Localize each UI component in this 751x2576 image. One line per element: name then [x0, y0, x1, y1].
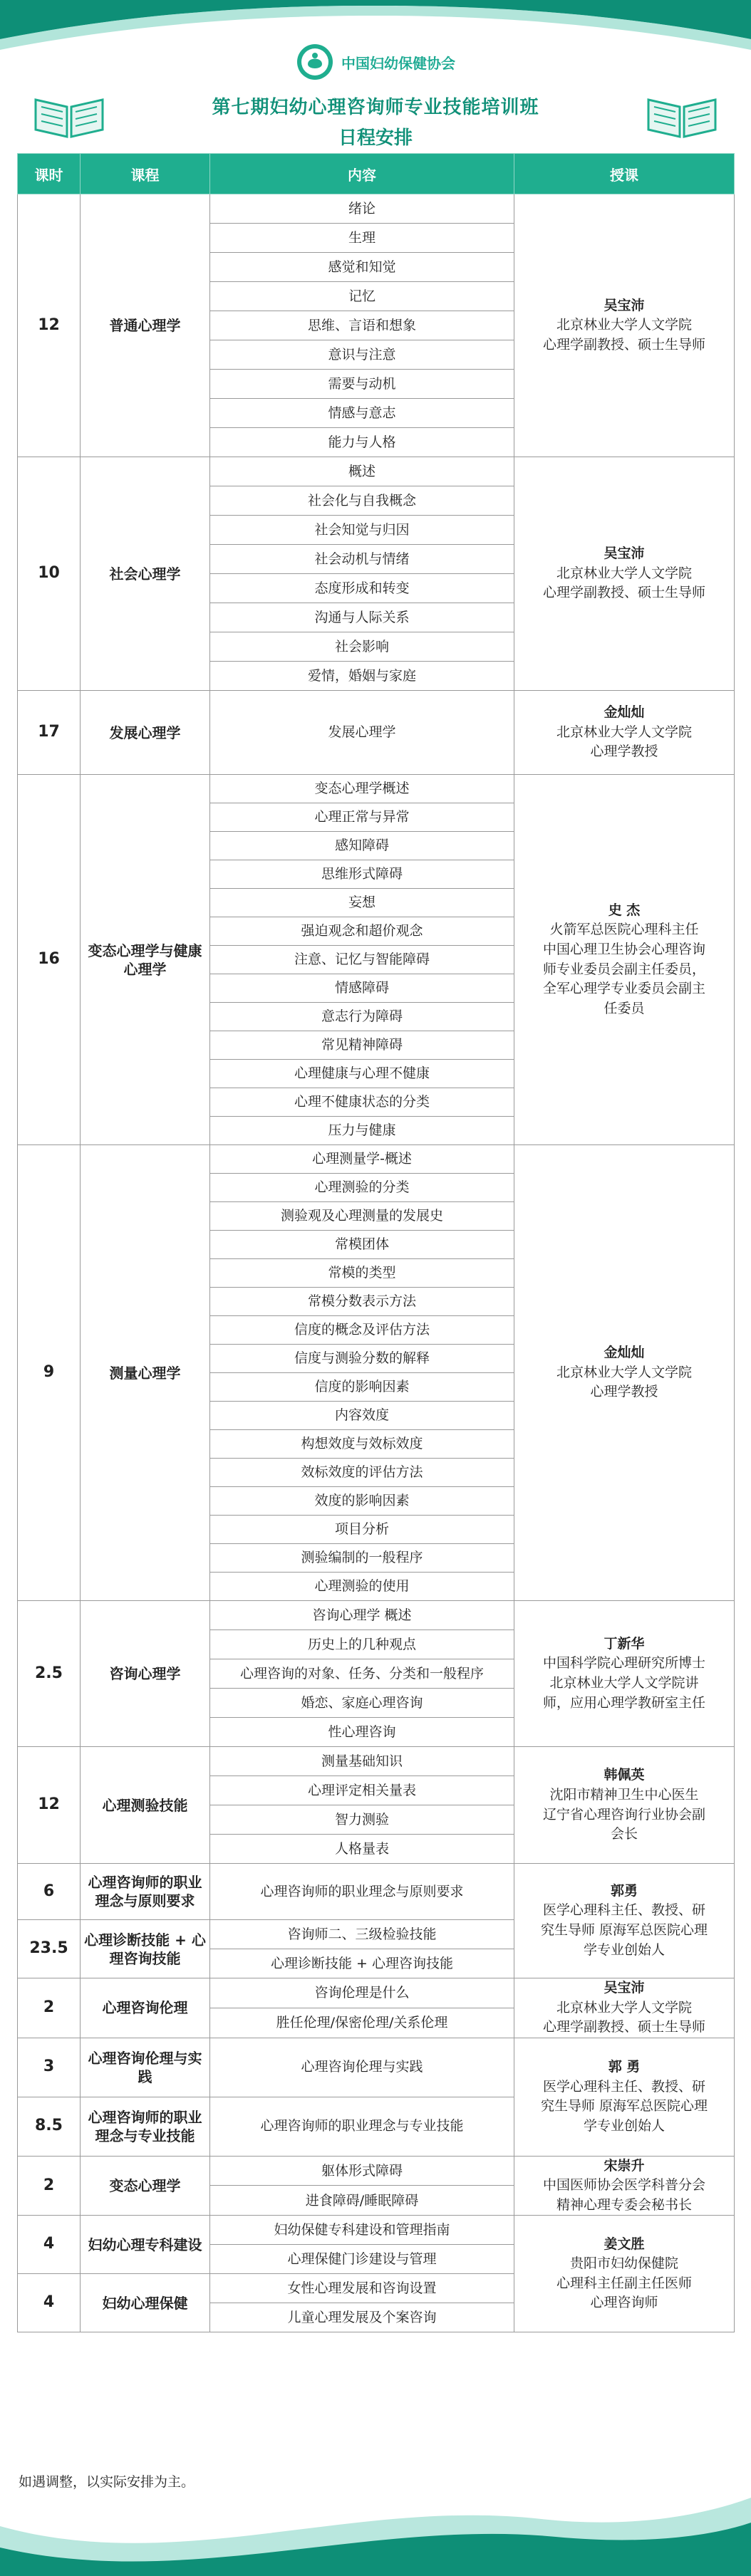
hours-cell: 2 [18, 1978, 81, 2038]
table-row [18, 2038, 735, 2097]
teacher-name: 吴宝沛 [604, 546, 645, 562]
content-cell: 社会影响 [210, 632, 514, 662]
content-cell: 信度与测验分数的解释 [210, 1345, 514, 1373]
content-cell: 变态心理学概述 [210, 775, 514, 803]
content-cell: 压力与健康 [210, 1117, 514, 1145]
teacher-info-line: 心理学副教授、硕士生导师 [542, 2019, 705, 2035]
table-row [18, 1145, 735, 1174]
header-teacher: 授课 [514, 154, 735, 194]
teacher-name: 吴宝沛 [604, 297, 645, 313]
schedule-table [17, 153, 735, 2332]
teacher-info-line: 会长 [610, 1826, 638, 1842]
content-cell: 常模团体 [210, 1231, 514, 1259]
hours-cell: 12 [18, 194, 81, 457]
teacher-name: 金灿灿 [604, 1345, 645, 1361]
teacher-cell [514, 1601, 735, 1747]
content-cell: 效标效度的评估方法 [210, 1459, 514, 1487]
content-cell: 历史上的几种观点 [210, 1630, 514, 1659]
header-course: 课程 [81, 154, 210, 194]
content-cell: 沟通与人际关系 [210, 603, 514, 632]
content-cell: 心理咨询伦理与实践 [210, 2038, 514, 2097]
hours-cell: 12 [18, 1747, 81, 1864]
teacher-cell [514, 775, 735, 1145]
teacher-name: 郭 勇 [608, 2059, 641, 2075]
teacher-cell [514, 1978, 735, 2038]
teacher-info-line: 心理科主任副主任医师 [556, 2275, 692, 2291]
content-cell: 社会化与自我概念 [210, 486, 514, 516]
course-cell: 普通心理学 [81, 194, 210, 457]
teacher-info-line: 师专业委员会副主任委员， [542, 961, 705, 977]
content-cell: 心理诊断技能 + 心理咨询技能 [210, 1949, 514, 1978]
table-row [18, 194, 735, 224]
content-cell: 需要与动机 [210, 370, 514, 399]
content-cell: 女性心理发展和咨询设置 [210, 2274, 514, 2303]
course-cell: 妇幼心理专科建设 [81, 2216, 210, 2274]
hours-cell: 17 [18, 691, 81, 775]
teacher-info-line: 学专业创始人 [583, 2117, 665, 2134]
course-cell: 心理咨询伦理与实践 [81, 2038, 210, 2097]
teacher-name: 丁新华 [604, 1635, 645, 1652]
content-cell: 记忆 [210, 282, 514, 311]
content-cell: 性心理咨询 [210, 1718, 514, 1747]
teacher-info-line: 北京林业大学人文学院 [556, 1999, 692, 2016]
content-cell: 躯体形式障碍 [210, 2156, 514, 2186]
content-cell: 意志行为障碍 [210, 1003, 514, 1031]
course-cell: 心理诊断技能 + 心理咨询技能 [81, 1920, 210, 1978]
content-cell: 心理咨询的对象、任务、分类和一般程序 [210, 1659, 514, 1689]
teacher-info-line: 医学心理科主任、教授、研 [542, 1902, 705, 1919]
teacher-cell [514, 2038, 735, 2156]
content-cell: 社会动机与情绪 [210, 545, 514, 574]
table-row [18, 775, 735, 803]
teacher-info-line: 任委员 [604, 1000, 645, 1016]
content-cell: 项目分析 [210, 1516, 514, 1544]
page-subtitle: 日程安排 [338, 127, 413, 149]
teacher-info-line: 中国心理卫生协会心理咨询 [542, 941, 705, 957]
content-cell: 心理不健康状态的分类 [210, 1088, 514, 1117]
teacher-info-line: 学专业创始人 [583, 1941, 665, 1958]
content-cell: 儿童心理发展及个案咨询 [210, 2303, 514, 2332]
content-cell: 咨询伦理是什么 [210, 1978, 514, 2008]
teacher-cell [514, 2216, 735, 2332]
teacher-info-line: 北京林业大学人文学院 [556, 565, 692, 581]
content-cell: 心理咨询师的职业理念与专业技能 [210, 2097, 514, 2156]
content-cell: 常见精神障碍 [210, 1031, 514, 1060]
teacher-cell [514, 1747, 735, 1864]
content-cell: 智力测验 [210, 1805, 514, 1835]
table-row [18, 1601, 735, 1630]
teacher-info-line: 心理学教授 [590, 1384, 658, 1400]
teacher-info-line: 全军心理学专业委员会副主 [542, 981, 705, 997]
course-cell: 心理测验技能 [81, 1747, 210, 1864]
content-cell: 胜任伦理/保密伦理/关系伦理 [210, 2008, 514, 2038]
content-cell: 能力与人格 [210, 428, 514, 457]
content-cell: 妇幼保健专科建设和管理指南 [210, 2216, 514, 2245]
teacher-name: 宋崇升 [604, 2157, 645, 2174]
teacher-cell [514, 457, 735, 691]
hours-cell: 3 [18, 2038, 81, 2097]
content-cell: 心理测量学-概述 [210, 1145, 514, 1174]
content-cell: 心理测验的分类 [210, 1174, 514, 1202]
teacher-info-line: 心理学教授 [590, 744, 658, 760]
course-cell: 心理咨询师的职业理念与原则要求 [81, 1864, 210, 1920]
content-cell: 社会知觉与归因 [210, 516, 514, 545]
content-cell: 情感障碍 [210, 974, 514, 1003]
header-hours: 课时 [18, 154, 81, 194]
teacher-info-line: 贵阳市妇幼保健院 [569, 2256, 678, 2272]
teacher-name: 韩佩英 [604, 1767, 645, 1783]
header-content: 内容 [210, 154, 514, 194]
content-cell: 意识与注意 [210, 340, 514, 370]
content-cell: 测验编制的一般程序 [210, 1544, 514, 1573]
content-cell: 婚恋、家庭心理咨询 [210, 1689, 514, 1718]
content-cell: 心理咨询师的职业理念与原则要求 [210, 1864, 514, 1920]
course-cell: 测量心理学 [81, 1145, 210, 1601]
table-row [18, 2156, 735, 2186]
teacher-info-line: 医学心理科主任、教授、研 [542, 2078, 705, 2095]
hours-cell: 9 [18, 1145, 81, 1601]
content-cell: 情感与意志 [210, 399, 514, 428]
teacher-info-line: 心理学副教授、硕士生导师 [542, 336, 705, 353]
teacher-info-line: 火箭军总医院心理科主任 [549, 922, 699, 938]
content-cell: 绪论 [210, 194, 514, 224]
teacher-name: 金灿灿 [604, 704, 645, 721]
table-row [18, 457, 735, 486]
hours-cell: 4 [18, 2216, 81, 2274]
content-cell: 生理 [210, 224, 514, 253]
content-cell: 构想效度与效标效度 [210, 1430, 514, 1459]
table-row [18, 1978, 735, 2008]
course-cell: 变态心理学 [81, 2156, 210, 2216]
content-cell: 进食障碍/睡眠障碍 [210, 2186, 514, 2216]
teacher-info-line: 辽宁省心理咨询行业协会副 [542, 1806, 705, 1823]
teacher-info-line: 究生导师 原海军总医院心理 [540, 1922, 708, 1938]
content-cell: 咨询师二、三级检验技能 [210, 1920, 514, 1949]
content-cell: 信度的影响因素 [210, 1373, 514, 1402]
content-cell: 信度的概念及评估方法 [210, 1316, 514, 1345]
content-cell: 感知障碍 [210, 832, 514, 860]
teacher-info-line: 精神心理专委会秘书长 [556, 2196, 692, 2213]
teacher-info-line: 师，应用心理学教研室主任 [542, 1694, 705, 1711]
table-row [18, 691, 735, 775]
teacher-info-line: 中国科学院心理研究所博士 [542, 1655, 705, 1672]
hours-cell: 8.5 [18, 2097, 81, 2156]
hours-cell: 23.5 [18, 1920, 81, 1978]
hours-cell: 4 [18, 2274, 81, 2332]
teacher-info-line: 究生导师 原海军总医院心理 [540, 2098, 708, 2114]
course-cell: 妇幼心理保健 [81, 2274, 210, 2332]
org-emblem-icon [296, 43, 334, 81]
content-cell: 强迫观念和超价观念 [210, 917, 514, 946]
teacher-name: 姜文胜 [604, 2236, 645, 2252]
teacher-info-line: 北京林业大学人文学院 [556, 724, 692, 740]
open-book-icon [643, 85, 721, 142]
page-header [0, 43, 751, 150]
content-cell: 人格量表 [210, 1835, 514, 1864]
content-cell: 咨询心理学 概述 [210, 1601, 514, 1630]
teacher-name: 史 杰 [608, 902, 641, 918]
teacher-info-line: 中国医师协会医学科普分会 [542, 2177, 705, 2194]
course-cell: 变态心理学与健康心理学 [81, 775, 210, 1145]
course-cell: 发展心理学 [81, 691, 210, 775]
course-cell: 咨询心理学 [81, 1601, 210, 1747]
content-cell: 感觉和知觉 [210, 253, 514, 282]
course-cell: 心理咨询师的职业理念与专业技能 [81, 2097, 210, 2156]
teacher-name: 郭勇 [610, 1882, 638, 1899]
content-cell: 常模的类型 [210, 1259, 514, 1288]
content-cell: 心理评定相关量表 [210, 1776, 514, 1805]
org-logo [0, 43, 751, 81]
teacher-info-line: 沈阳市精神卫生中心医生 [549, 1786, 699, 1803]
content-cell: 心理保健门诊建设与管理 [210, 2245, 514, 2274]
content-cell: 常模分数表示方法 [210, 1288, 514, 1316]
content-cell: 概述 [210, 457, 514, 486]
teacher-info-line: 北京林业大学人文学院 [556, 317, 692, 333]
teacher-info-line: 心理咨询师 [590, 2295, 658, 2311]
teacher-cell [514, 2156, 735, 2216]
content-cell: 注意、记忆与智能障碍 [210, 946, 514, 974]
content-cell: 发展心理学 [210, 691, 514, 775]
page-title: 第七期妇幼心理咨询师专业技能培训班 [212, 97, 539, 118]
teacher-name: 吴宝沛 [604, 1980, 645, 1996]
content-cell: 内容效度 [210, 1402, 514, 1430]
content-cell: 妄想 [210, 889, 514, 917]
org-name: 中国妇幼保健协会 [341, 54, 455, 72]
hours-cell: 2 [18, 2156, 81, 2216]
table-row [18, 1747, 735, 1776]
content-cell: 态度形成和转变 [210, 574, 514, 603]
hours-cell: 2.5 [18, 1601, 81, 1747]
schedule-body [18, 194, 735, 2332]
footnote: 如遇调整，以实际安排为主。 [19, 2474, 195, 2490]
teacher-cell [514, 1864, 735, 1978]
hours-cell: 6 [18, 1864, 81, 1920]
course-cell: 心理咨询伦理 [81, 1978, 210, 2038]
content-cell: 思维形式障碍 [210, 860, 514, 889]
content-cell: 心理测验的使用 [210, 1573, 514, 1601]
hours-cell: 10 [18, 457, 81, 691]
teacher-cell [514, 1145, 735, 1601]
course-cell: 社会心理学 [81, 457, 210, 691]
content-cell: 效度的影响因素 [210, 1487, 514, 1516]
teacher-info-line: 心理学副教授、硕士生导师 [542, 585, 705, 601]
teacher-info-line: 北京林业大学人文学院讲 [549, 1675, 699, 1691]
content-cell: 爱情，婚姻与家庭 [210, 662, 514, 691]
content-cell: 心理健康与心理不健康 [210, 1060, 514, 1088]
content-cell: 思维、言语和想象 [210, 311, 514, 340]
content-cell: 测量基础知识 [210, 1747, 514, 1776]
table-row [18, 2216, 735, 2245]
content-cell: 测验观及心理测量的发展史 [210, 1202, 514, 1231]
hours-cell: 16 [18, 775, 81, 1145]
table-row [18, 1864, 735, 1920]
teacher-cell [514, 194, 735, 457]
teacher-cell [514, 691, 735, 775]
teacher-info-line: 北京林业大学人文学院 [556, 1364, 692, 1380]
bottom-wave-decoration [0, 2469, 751, 2576]
table-header-row [18, 154, 735, 194]
open-book-icon [30, 85, 108, 142]
content-cell: 心理正常与异常 [210, 803, 514, 832]
